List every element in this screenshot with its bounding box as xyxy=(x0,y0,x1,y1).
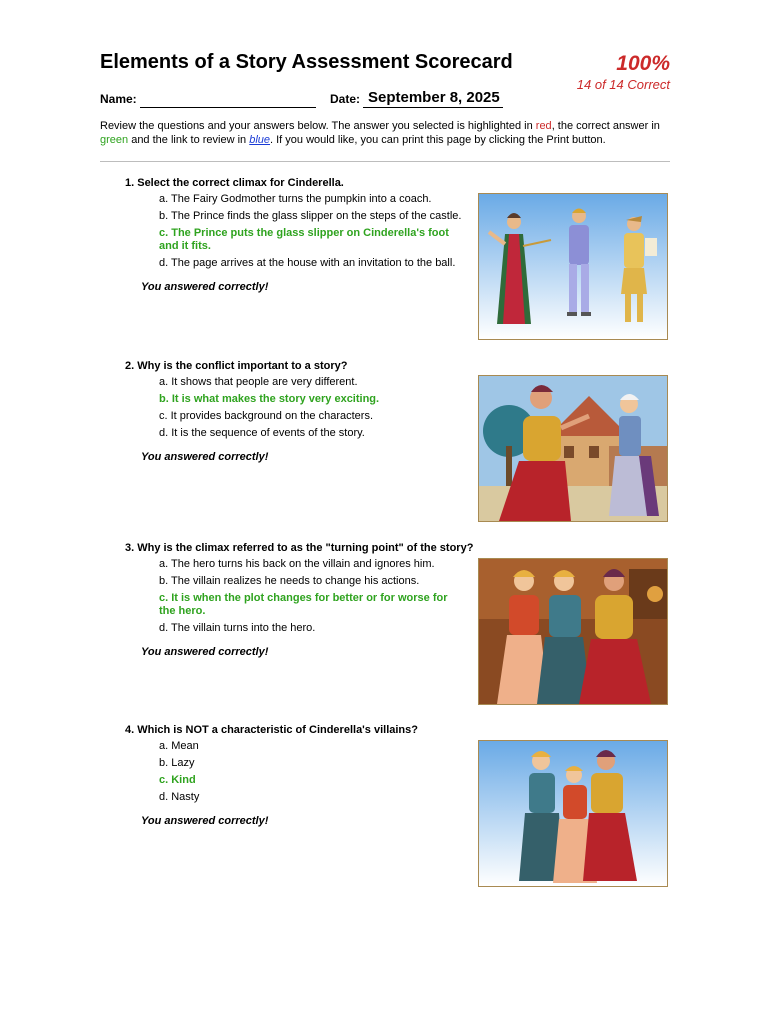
score-percent: 100% xyxy=(616,52,670,75)
answer-option: a. The hero turns his back on the villain and ignores him. xyxy=(159,558,435,570)
result-message: You answered correctly! xyxy=(141,646,269,658)
date-value: September 8, 2025 xyxy=(368,89,500,106)
score-count: 14 of 14 Correct xyxy=(576,77,670,92)
answer-list xyxy=(159,558,464,635)
blue-word: blue xyxy=(249,134,271,146)
question-2 xyxy=(125,360,464,463)
date-label: Date: xyxy=(330,92,361,106)
answer-option: d. It is the sequence of events of the story. xyxy=(159,427,365,439)
answer-option: b. Lazy xyxy=(159,757,195,769)
question-4 xyxy=(125,724,464,827)
score-summary xyxy=(577,52,670,94)
question-text: 3. Why is the climax referred to as the "turning point" of the story? xyxy=(125,542,474,554)
question-4-illustration xyxy=(478,740,668,887)
answer-option: d. The page arrives at the house with an invitation to the ball. xyxy=(159,257,456,269)
name-field[interactable] xyxy=(140,107,316,108)
question-1 xyxy=(125,177,464,293)
intro-text: and the link to review in xyxy=(128,134,250,146)
page-title: Elements of a Story Assessment Scorecard xyxy=(100,51,513,73)
question-1-illustration xyxy=(478,193,668,340)
question-3-illustration xyxy=(478,558,668,705)
date-underline xyxy=(363,107,503,108)
answer-option-correct: c. The Prince puts the glass slipper on Cinderella's foot and it fits. xyxy=(159,227,449,252)
intro-text: . If you would like, you can print this page by clicking the Print button. xyxy=(270,134,606,146)
instructions xyxy=(100,119,670,147)
answer-list xyxy=(159,376,464,440)
question-text: 2. Why is the conflict important to a story? xyxy=(125,360,348,372)
answer-option: a. Mean xyxy=(159,740,199,752)
answer-option-correct: c. It is when the plot changes for better or for worse for the hero. xyxy=(159,592,448,617)
question-3 xyxy=(125,542,473,658)
answer-option: c. It provides background on the characters. xyxy=(159,410,374,422)
answer-option-correct: b. It is what makes the story very exciting. xyxy=(159,393,380,405)
answer-option-correct: c. Kind xyxy=(159,774,196,786)
green-word: green xyxy=(100,134,129,146)
answer-option: a. It shows that people are very different. xyxy=(159,376,358,388)
answer-list xyxy=(159,193,464,270)
intro-text: Review the questions and your answers below. The answer you selected is highlighted in xyxy=(100,120,536,132)
result-message: You answered correctly! xyxy=(141,451,269,463)
divider xyxy=(100,161,670,162)
red-word: red xyxy=(535,120,552,132)
question-text: 4. Which is NOT a characteristic of Cinderella's villains? xyxy=(125,724,418,736)
answer-list xyxy=(159,740,464,804)
answer-option: d. Nasty xyxy=(159,791,200,803)
result-message: You answered correctly! xyxy=(141,281,269,293)
answer-option: a. The Fairy Godmother turns the pumpkin into a coach. xyxy=(159,193,432,205)
answer-option: d. The villain turns into the hero. xyxy=(159,622,316,634)
question-2-illustration xyxy=(478,375,668,522)
result-message: You answered correctly! xyxy=(141,815,269,827)
name-label: Name: xyxy=(100,92,137,106)
answer-option: b. The villain realizes he needs to change his actions. xyxy=(159,575,420,587)
intro-text: , the correct answer in xyxy=(551,120,660,132)
answer-option: b. The Prince finds the glass slipper on the steps of the castle. xyxy=(159,210,462,222)
question-text: 1. Select the correct climax for Cinderella. xyxy=(125,177,344,189)
